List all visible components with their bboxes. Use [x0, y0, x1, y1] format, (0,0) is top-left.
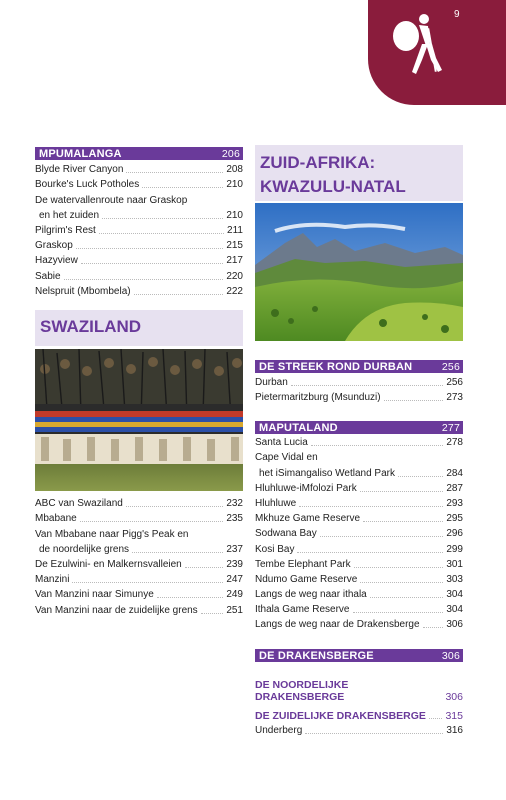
leader-dots	[360, 582, 443, 583]
entry-page: 303	[446, 573, 463, 585]
leader-dots	[201, 613, 224, 614]
entry-title: Van Manzini naar de zuidelijke grens	[35, 604, 198, 616]
chapter-title-line1: ZUID-AFRIKA:	[260, 153, 376, 172]
entry-title: Manzini	[35, 574, 70, 586]
entry-page: 301	[446, 558, 463, 570]
toc-entry[interactable]	[35, 192, 243, 207]
toc-entry[interactable]	[35, 572, 243, 587]
toc-entry[interactable]	[255, 572, 463, 587]
toc-entry[interactable]	[255, 465, 463, 480]
entry-title: ABC van Swaziland	[35, 498, 123, 510]
leader-dots	[384, 400, 444, 401]
subsection-title: DE NOORDELIJKE DRAKENSBERGE	[255, 679, 349, 703]
toc-entry[interactable]	[255, 526, 463, 541]
entry-page: 273	[446, 392, 463, 404]
leader-dots	[370, 597, 444, 598]
toc-list-maputaland	[255, 435, 463, 632]
subsection-page: 306	[445, 691, 463, 703]
section-bar-mpumalanga[interactable]	[35, 147, 243, 160]
toc-entry[interactable]	[35, 511, 243, 526]
leader-dots	[360, 491, 444, 492]
entry-page: 208	[226, 164, 243, 176]
section-title: MAPUTALAND	[259, 421, 338, 434]
toc-entry[interactable]	[255, 496, 463, 511]
entry-title: Santa Lucia	[255, 437, 308, 449]
entry-title: Van Mbabane naar Pigg's Peak en	[35, 528, 189, 540]
toc-entry[interactable]	[255, 450, 463, 465]
entry-page: 210	[226, 179, 243, 191]
entry-title: Ndumo Game Reserve	[255, 573, 358, 585]
entry-page: 251	[226, 604, 243, 616]
leader-dots	[102, 218, 223, 219]
entry-title: De Ezulwini- en Malkernsvalleien	[35, 558, 182, 570]
leader-dots	[320, 536, 444, 537]
entry-title: Graskop	[35, 240, 73, 252]
entry-title: Hazyview	[35, 255, 78, 267]
page-number: 9	[454, 9, 460, 20]
leader-dots	[126, 506, 223, 507]
leader-dots	[299, 506, 443, 507]
toc-entry[interactable]	[255, 375, 463, 390]
entry-page: 299	[446, 543, 463, 555]
entry-title: Langs de weg naar de Drakensberge	[255, 619, 420, 631]
leader-dots	[305, 733, 443, 734]
toc-entry[interactable]	[255, 390, 463, 405]
entry-title: Mbabane	[35, 513, 77, 525]
entry-page: 293	[446, 497, 463, 509]
entry-page: 232	[226, 498, 243, 510]
section-page: 256	[441, 360, 460, 373]
entry-title: Tembe Elephant Park	[255, 558, 351, 570]
entry-page: 249	[226, 589, 243, 601]
leader-dots	[363, 521, 443, 522]
entry-title: Mkhuze Game Reserve	[255, 513, 361, 525]
toc-list-swaziland	[35, 496, 243, 618]
entry-title: Ithala Game Reserve	[255, 604, 350, 616]
section-bar-maputaland[interactable]	[255, 421, 463, 434]
toc-list-durban	[255, 375, 463, 405]
toc-entry[interactable]	[255, 511, 463, 526]
subsection-noordelijke-drakensberge[interactable]	[255, 679, 463, 703]
entry-page: 247	[226, 574, 243, 586]
toc-entry[interactable]	[35, 602, 243, 617]
entry-title: Sodwana Bay	[255, 528, 317, 540]
drakensberg-landscape-photo	[255, 203, 463, 341]
toc-list-drakensberge	[255, 723, 463, 738]
chapter-title-line2: KWAZULU-NATAL	[260, 177, 406, 196]
entry-page: 296	[446, 528, 463, 540]
entry-page: 306	[446, 619, 463, 631]
entry-page: 235	[226, 513, 243, 525]
leader-dots	[126, 172, 223, 173]
leader-dots	[157, 597, 224, 598]
leader-dots	[429, 718, 443, 719]
entry-title: De watervallenroute naar Graskop	[35, 194, 188, 206]
toc-entry[interactable]	[255, 587, 463, 602]
entry-title: Hluhluwe-iMfolozi Park	[255, 482, 357, 494]
section-bar-durban[interactable]	[255, 360, 463, 373]
swaziland-dance-photo	[35, 349, 243, 491]
leader-dots	[99, 233, 224, 234]
entry-page: 295	[446, 513, 463, 525]
entry-title: Durban	[255, 377, 288, 389]
leader-dots	[72, 582, 223, 583]
toc-entry[interactable]	[35, 526, 243, 541]
leader-dots	[80, 521, 224, 522]
hiker-icon	[386, 10, 446, 76]
leader-dots	[291, 385, 444, 386]
toc-entry[interactable]	[255, 481, 463, 496]
leader-dots	[81, 263, 224, 264]
leader-dots	[354, 567, 444, 568]
entry-page: 215	[226, 240, 243, 252]
leader-dots	[64, 279, 224, 280]
leader-dots	[132, 552, 223, 553]
entry-page: 217	[226, 255, 243, 267]
entry-title: Langs de weg naar ithala	[255, 589, 367, 601]
toc-entry[interactable]	[35, 162, 243, 177]
entry-title: Cape Vidal en	[255, 452, 318, 464]
leader-dots	[185, 567, 224, 568]
section-title: DE DRAKENSBERGE	[259, 649, 374, 662]
entry-title: Van Manzini naar Simunye	[35, 589, 154, 601]
entry-page: 287	[446, 482, 463, 494]
toc-entry[interactable]	[35, 268, 243, 283]
entry-title: het iSimangaliso Wetland Park	[259, 467, 395, 479]
toc-entry[interactable]	[35, 177, 243, 192]
entry-page: 316	[446, 725, 463, 737]
section-title: MPUMALANGA	[39, 147, 122, 160]
leader-dots	[134, 294, 224, 295]
subsection-title: DE ZUIDELIJKE DRAKENSBERGE	[255, 710, 426, 722]
toc-entry[interactable]	[255, 557, 463, 572]
entry-page: 222	[226, 285, 243, 297]
toc-entry[interactable]	[35, 284, 243, 299]
chapter-heading-kwazulu-natal	[255, 145, 463, 201]
toc-entry[interactable]	[35, 238, 243, 253]
entry-title: Sabie	[35, 270, 61, 282]
entry-page: 304	[446, 589, 463, 601]
subsection-page: 315	[445, 710, 463, 722]
leader-dots	[353, 612, 444, 613]
toc-entry[interactable]	[35, 496, 243, 511]
entry-title: de noordelijke grens	[39, 543, 130, 555]
entry-title: Kosi Bay	[255, 543, 295, 555]
toc-list-mpumalanga	[35, 162, 243, 299]
entry-title: Hluhluwe	[255, 497, 297, 509]
leader-dots	[311, 445, 443, 446]
section-bar-drakensberge[interactable]	[255, 649, 463, 662]
toc-entry[interactable]	[255, 723, 463, 738]
toc-entry[interactable]	[35, 208, 243, 223]
entry-title: Pilgrim's Rest	[35, 224, 96, 236]
entry-title: Blyde River Canyon	[35, 164, 124, 176]
subsection-zuidelijke-drakensberge[interactable]	[255, 710, 463, 722]
toc-entry[interactable]	[35, 587, 243, 602]
entry-page: 210	[226, 209, 243, 221]
entry-page: 211	[227, 224, 243, 236]
entry-page: 237	[226, 543, 243, 555]
toc-entry[interactable]	[35, 557, 243, 572]
leader-dots	[398, 476, 443, 477]
entry-page: 304	[446, 604, 463, 616]
leader-dots	[76, 248, 224, 249]
toc-entry[interactable]	[35, 253, 243, 268]
toc-entry[interactable]	[35, 223, 243, 238]
leader-dots	[423, 627, 444, 628]
entry-title: Pietermaritzburg (Msunduzi)	[255, 392, 381, 404]
toc-entry[interactable]	[35, 542, 243, 557]
section-page: 277	[441, 421, 460, 434]
leader-dots	[297, 552, 443, 553]
section-page: 206	[221, 147, 240, 160]
entry-title: Underberg	[255, 725, 303, 737]
toc-entry[interactable]	[255, 617, 463, 632]
chapter-heading-swaziland	[35, 310, 243, 346]
entry-title: Bourke's Luck Potholes	[35, 179, 140, 191]
toc-entry[interactable]	[255, 602, 463, 617]
entry-title: Nelspruit (Mbombela)	[35, 285, 131, 297]
toc-entry[interactable]	[255, 435, 463, 450]
section-page: 306	[441, 649, 460, 662]
section-title: DE STREEK ROND DURBAN	[259, 360, 413, 373]
entry-page: 256	[446, 377, 463, 389]
chapter-title: SWAZILAND	[40, 317, 142, 336]
leader-dots	[142, 187, 223, 188]
entry-page: 284	[446, 467, 463, 479]
entry-page: 220	[226, 270, 243, 282]
entry-title: en het zuiden	[39, 209, 100, 221]
toc-entry[interactable]	[255, 541, 463, 556]
entry-page: 239	[226, 558, 243, 570]
entry-page: 278	[446, 437, 463, 449]
